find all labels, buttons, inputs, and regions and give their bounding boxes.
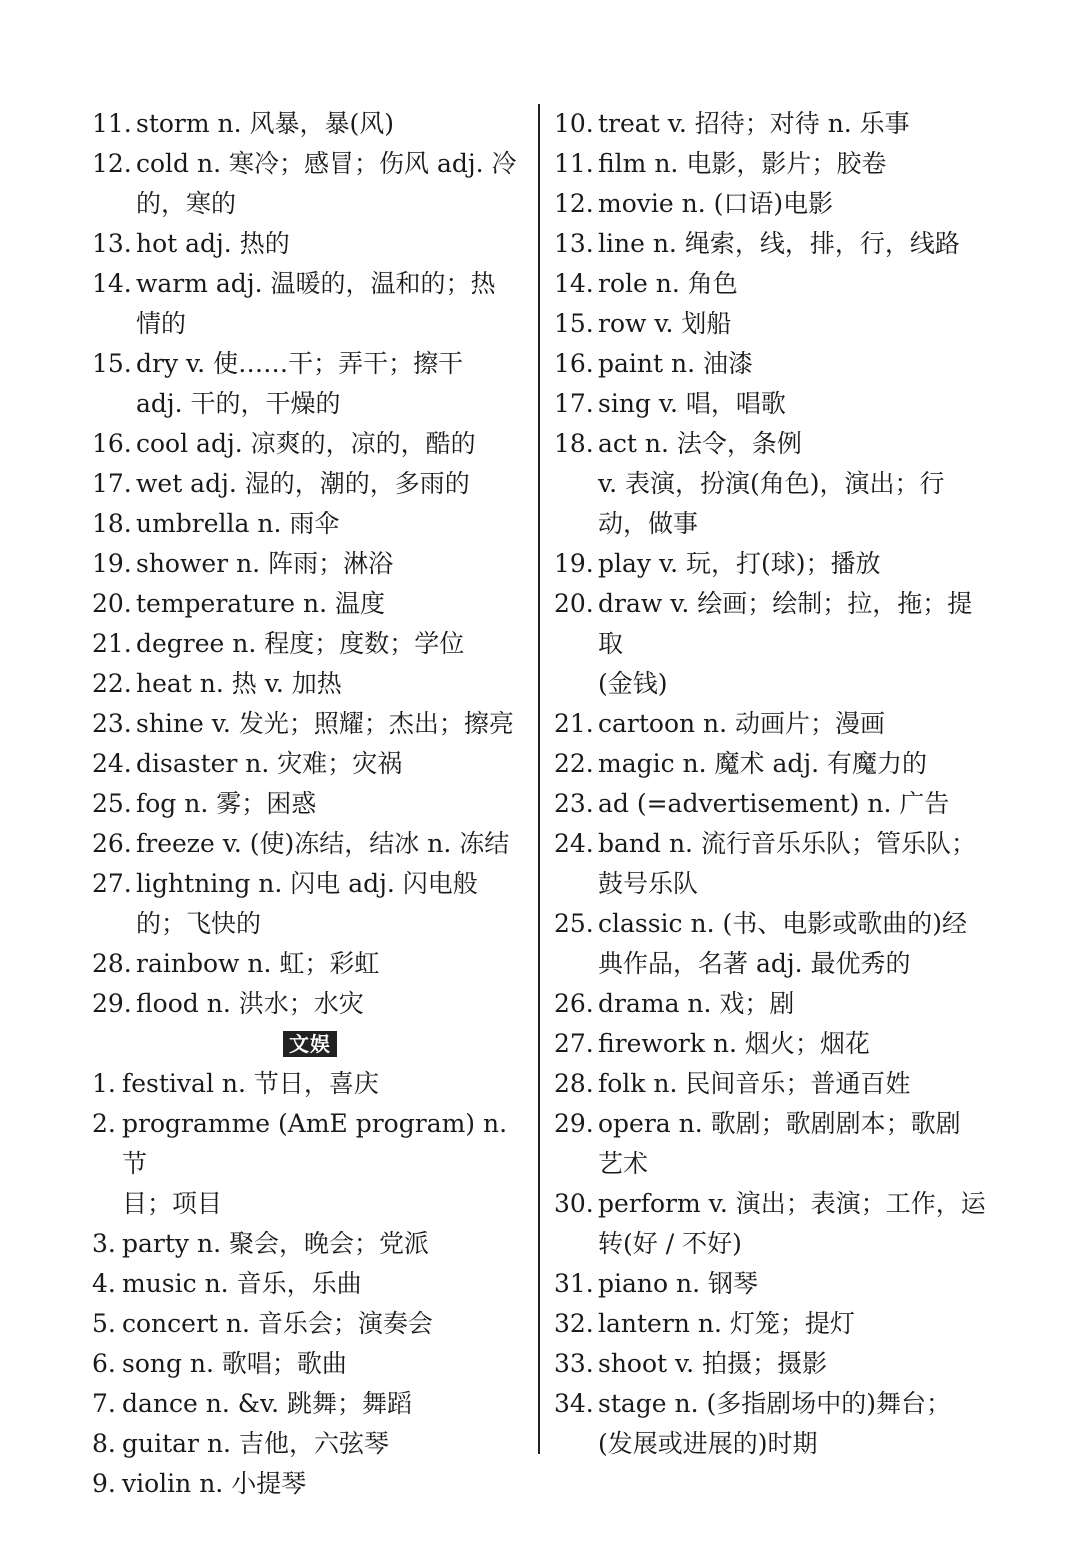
vocab-entry [554,1304,990,1344]
entry-number: 7. [92,1389,116,1418]
entry-text: stage n. (多指剧场中的)舞台； [598,1389,952,1418]
entry-number: 28. [554,1069,594,1098]
entry-text: song n. 歌唱；歌曲 [122,1349,347,1378]
vocab-entry [92,1304,528,1344]
entry-text: movie n. (口语)电影 [598,189,834,218]
left-column [92,104,528,1504]
vocab-entry [554,184,990,224]
entry-text: film n. 电影，影片；胶卷 [598,149,887,178]
entry-text: folk n. 民间音乐；普通百姓 [598,1069,911,1098]
entry-number: 21. [92,629,132,658]
entry-number: 6. [92,1349,116,1378]
entry-number: 20. [92,589,132,618]
entry-number: 10. [554,109,594,138]
vocab-entry [92,1224,528,1264]
vocab-entry [92,144,528,224]
vocab-entry [554,584,990,704]
entry-text: storm n. 风暴，暴(风) [136,109,395,138]
entry-text: firework n. 烟火；烟花 [598,1029,870,1058]
entry-number: 18. [92,509,132,538]
entry-number: 22. [554,749,594,778]
entry-number: 17. [554,389,594,418]
entry-number: 5. [92,1309,116,1338]
entry-text: freeze v. (使)冻结，结冰 n. 冻结 [136,829,510,858]
entry-number: 12. [92,149,132,178]
entry-number: 28. [92,949,132,978]
entry-text-continued: 目；项目 [122,1189,223,1218]
vocab-entry [554,1384,990,1464]
entry-text: lightning n. 闪电 adj. 闪电般 [136,869,478,898]
vocab-entry [92,1344,528,1384]
vocab-entry [92,264,528,344]
vocab-entry [554,1264,990,1304]
entry-text: shine v. 发光；照耀；杰出；擦亮 [136,709,514,738]
column-divider [538,104,540,1454]
vocab-entry [92,984,528,1024]
right-column [554,104,990,1464]
entry-number: 26. [554,989,594,1018]
entry-text: cool adj. 凉爽的，凉的，酷的 [136,429,476,458]
vocab-entry [554,144,990,184]
entry-number: 19. [92,549,132,578]
entry-text: row v. 划船 [598,309,732,338]
vocab-entry [554,1024,990,1064]
vocab-entry [554,784,990,824]
entry-text: dance n. &v. 跳舞；舞蹈 [122,1389,413,1418]
entry-text-continued: 转(好 / 不好) [598,1229,742,1258]
entry-text: paint n. 油漆 [598,349,753,378]
vocab-entry [92,504,528,544]
entry-text: cartoon n. 动画片；漫画 [598,709,886,738]
entry-number: 21. [554,709,594,738]
entry-text-continued: 艺术 [598,1149,649,1178]
vocab-entry [92,1064,528,1104]
vocab-entry [92,784,528,824]
vocab-entry [92,704,528,744]
entry-number: 8. [92,1429,116,1458]
entry-text: heat n. 热 v. 加热 [136,669,342,698]
vocab-entry [92,464,528,504]
entry-number: 26. [92,829,132,858]
vocab-entry [92,864,528,944]
entry-text: drama n. 戏；剧 [598,989,795,1018]
entertainment-vocab-list-continued [554,104,990,1464]
entry-number: 23. [554,789,594,818]
vocab-entry [554,104,990,144]
entry-text-continued: 鼓号乐队 [598,869,699,898]
vocab-entry [554,304,990,344]
entry-number: 27. [92,869,132,898]
vocab-entry [554,904,990,984]
entry-text-continued: 情的 [136,309,187,338]
vocab-entry [554,704,990,744]
entry-number: 15. [92,349,132,378]
entry-number: 29. [554,1109,594,1138]
entry-number: 9. [92,1469,116,1498]
vocab-entry [92,584,528,624]
entry-number: 24. [92,749,132,778]
entry-text: music n. 音乐，乐曲 [122,1269,362,1298]
entry-number: 3. [92,1229,116,1258]
entry-number: 11. [92,109,132,138]
entry-text: cold n. 寒冷；感冒；伤风 adj. 冷 [136,149,517,178]
entry-number: 15. [554,309,594,338]
entry-text: guitar n. 吉他，六弦琴 [122,1429,389,1458]
vocab-entry [92,104,528,144]
entry-text-continued: 典作品，名著 adj. 最优秀的 [598,949,911,978]
entry-text-continued: adj. 干的，干燥的 [136,389,341,418]
vocab-entry [92,944,528,984]
entry-number: 32. [554,1309,594,1338]
vocab-entry [92,664,528,704]
entry-text: violin n. 小提琴 [122,1469,307,1498]
section-label-entertainment: 文娱 [283,1031,337,1057]
entry-text: band n. 流行音乐乐队；管乐队； [598,829,976,858]
vocab-entry [92,424,528,464]
entry-number: 14. [92,269,132,298]
entry-text: perform v. 演出；表演；工作，运 [598,1189,986,1218]
vocab-entry [554,1104,990,1184]
vocab-entry [92,224,528,264]
vocab-entry [554,224,990,264]
entry-text: play v. 玩，打(球)；播放 [598,549,881,578]
entry-text-continued: (金钱) [598,669,668,698]
entry-number: 22. [92,669,132,698]
entry-text: shower n. 阵雨；淋浴 [136,549,394,578]
entry-number: 19. [554,549,594,578]
vocab-entry [554,1184,990,1264]
weather-vocab-list [92,104,528,1024]
entry-number: 30. [554,1189,594,1218]
section-header [92,1024,528,1064]
vocab-entry [92,1424,528,1464]
vocab-entry [92,1384,528,1424]
entry-text-continued: 动，做事 [598,509,699,538]
entry-number: 17. [92,469,132,498]
vocab-entry [554,384,990,424]
entry-text: wet adj. 湿的，潮的，多雨的 [136,469,470,498]
entry-text: festival n. 节日，喜庆 [122,1069,379,1098]
entry-number: 1. [92,1069,116,1098]
entry-text: dry v. 使……干；弄干；擦干 [136,349,464,378]
vocab-entry [554,744,990,784]
entry-text: fog n. 雾；困惑 [136,789,317,818]
entry-number: 31. [554,1269,594,1298]
entry-number: 13. [92,229,132,258]
entry-number: 12. [554,189,594,218]
entry-text: classic n. (书、电影或歌曲的)经 [598,909,968,938]
vocab-entry [554,1064,990,1104]
vocab-entry [92,1104,528,1224]
entertainment-vocab-list [92,1064,528,1504]
entry-number: 33. [554,1349,594,1378]
vocab-entry [554,1344,990,1384]
entry-text: ad (=advertisement) n. 广告 [598,789,950,818]
entry-text: disaster n. 灾难；灾祸 [136,749,403,778]
entry-text-continued: 的；飞快的 [136,909,262,938]
entry-text: shoot v. 拍摄；摄影 [598,1349,828,1378]
entry-number: 2. [92,1109,116,1138]
entry-text: piano n. 钢琴 [598,1269,758,1298]
entry-number: 20. [554,589,594,618]
vocab-entry [554,544,990,584]
entry-number: 23. [92,709,132,738]
entry-number: 14. [554,269,594,298]
entry-text: line n. 绳索，线，排，行，线路 [598,229,960,258]
vocab-entry [92,624,528,664]
entry-text: draw v. 绘画；绘制；拉，拖；提取 [598,589,973,658]
entry-number: 13. [554,229,594,258]
entry-number: 25. [554,909,594,938]
vocab-entry [554,984,990,1024]
entry-number: 25. [92,789,132,818]
entry-text: concert n. 音乐会；演奏会 [122,1309,433,1338]
vocab-entry [92,544,528,584]
vocab-entry [554,424,990,544]
entry-number: 16. [554,349,594,378]
entry-text: warm adj. 温暖的，温和的；热 [136,269,496,298]
entry-number: 29. [92,989,132,1018]
entry-text: opera n. 歌剧；歌剧剧本；歌剧 [598,1109,961,1138]
entry-number: 11. [554,149,594,178]
entry-text: programme (AmE program) n. 节 [122,1109,508,1178]
vocab-entry [92,344,528,424]
entry-text: role n. 角色 [598,269,738,298]
entry-text: rainbow n. 虹；彩虹 [136,949,380,978]
vocab-entry [554,264,990,304]
entry-text: magic n. 魔术 adj. 有魔力的 [598,749,928,778]
entry-number: 34. [554,1389,594,1418]
vocab-entry [92,1464,528,1504]
entry-text: sing v. 唱，唱歌 [598,389,786,418]
vocab-entry [554,344,990,384]
entry-text-continued: v. 表演，扮演(角色)，演出；行 [598,469,945,498]
vocab-entry [554,824,990,904]
entry-text: lantern n. 灯笼；提灯 [598,1309,855,1338]
entry-text: umbrella n. 雨伞 [136,509,340,538]
entry-text: temperature n. 温度 [136,589,386,618]
entry-number: 24. [554,829,594,858]
entry-text: hot adj. 热的 [136,229,290,258]
entry-text: flood n. 洪水；水灾 [136,989,364,1018]
entry-text-continued: (发展或进展的)时期 [598,1429,818,1458]
vocab-entry [92,744,528,784]
entry-text: act n. 法令，条例 [598,429,802,458]
vocab-entry [92,1264,528,1304]
entry-text-continued: 的，寒的 [136,189,237,218]
entry-text: degree n. 程度；度数；学位 [136,629,465,658]
entry-number: 27. [554,1029,594,1058]
vocab-entry [92,824,528,864]
entry-number: 16. [92,429,132,458]
entry-number: 18. [554,429,594,458]
entry-text: treat v. 招待；对待 n. 乐事 [598,109,910,138]
entry-text: party n. 聚会，晚会；党派 [122,1229,429,1258]
entry-number: 4. [92,1269,116,1298]
